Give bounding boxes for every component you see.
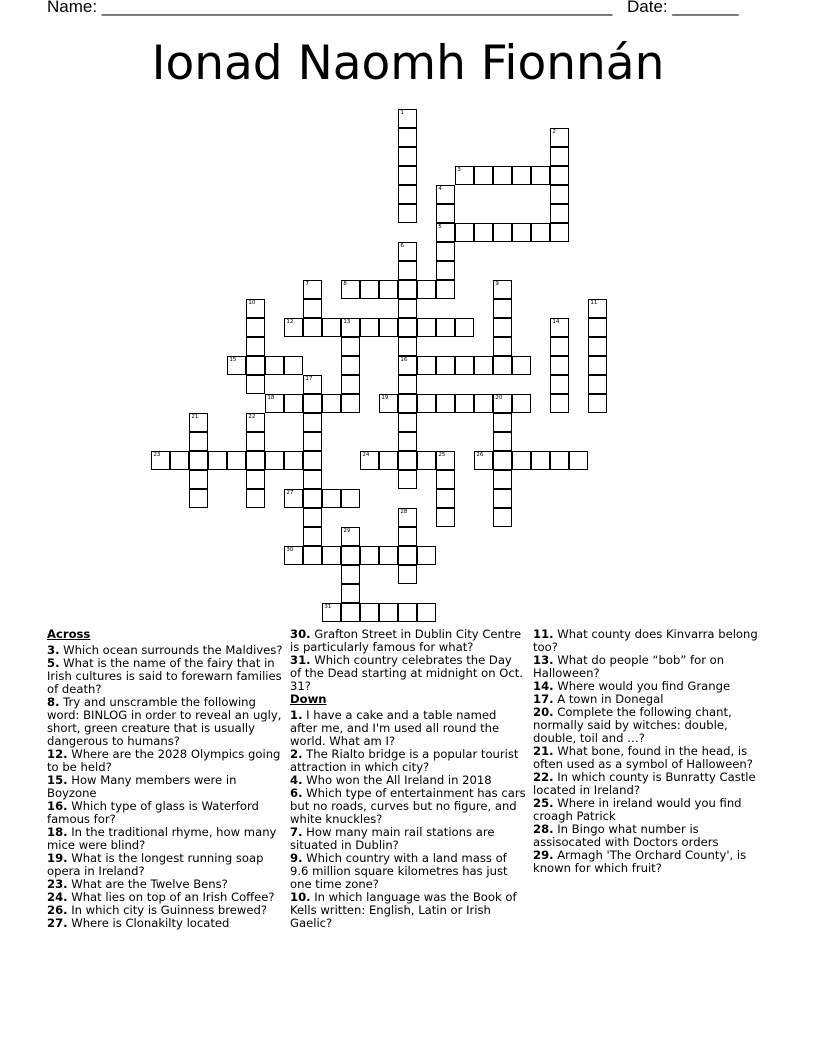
- grid-cell[interactable]: [360, 546, 379, 565]
- grid-cell[interactable]: [398, 413, 417, 432]
- grid-cell[interactable]: [189, 413, 208, 432]
- grid-cell[interactable]: [398, 527, 417, 546]
- cell-number: 15: [229, 357, 237, 364]
- grid-cell[interactable]: [455, 394, 474, 413]
- grid-cell[interactable]: [474, 223, 493, 242]
- clue-across-18: [47, 826, 283, 852]
- grid-cell[interactable]: [341, 394, 360, 413]
- grid-cell[interactable]: [436, 280, 455, 299]
- grid-cell[interactable]: [436, 204, 455, 223]
- clue-across-30: [290, 628, 526, 654]
- cell-number: 25: [438, 452, 446, 459]
- clue-number: 8.: [47, 695, 60, 709]
- grid-cell[interactable]: [550, 185, 569, 204]
- grid-cell[interactable]: [341, 527, 360, 546]
- clue-number: 25.: [533, 796, 554, 810]
- grid-cell[interactable]: [436, 318, 455, 337]
- grid-cell[interactable]: [588, 318, 607, 337]
- clue-down-22: [533, 771, 769, 797]
- grid-cell[interactable]: [341, 375, 360, 394]
- grid-cell[interactable]: [398, 185, 417, 204]
- grid-cell[interactable]: [436, 489, 455, 508]
- cell-number: 28: [400, 509, 408, 516]
- grid-cell[interactable]: [322, 318, 341, 337]
- grid-cell[interactable]: [284, 489, 303, 508]
- clue-text: How many main rail stations are situated in Dublin?: [290, 825, 495, 852]
- grid-cell[interactable]: [436, 242, 455, 261]
- clue-across-8: [47, 696, 283, 748]
- grid-cell[interactable]: [398, 261, 417, 280]
- grid-cell[interactable]: [265, 356, 284, 375]
- clue-down-28: [533, 823, 769, 849]
- grid-cell[interactable]: [227, 356, 246, 375]
- grid-cell[interactable]: [341, 565, 360, 584]
- clue-text: In the traditional rhyme, how many mice were blind?: [47, 825, 277, 852]
- clue-number: 22.: [533, 770, 554, 784]
- cell-number: 21: [191, 414, 199, 421]
- grid-cell[interactable]: [455, 356, 474, 375]
- cell-number: 7: [305, 281, 309, 288]
- grid-cell[interactable]: [398, 432, 417, 451]
- clue-number: 19.: [47, 851, 68, 865]
- clue-text: What lies on top of an Irish Coffee?: [71, 890, 275, 904]
- grid-cell[interactable]: [398, 242, 417, 261]
- grid-cell[interactable]: [379, 280, 398, 299]
- page-title: Ionad Naomh Fionnán: [151, 36, 665, 91]
- grid-cell[interactable]: [341, 280, 360, 299]
- cell-number: 2: [552, 129, 556, 136]
- cell-number: 31: [324, 604, 332, 611]
- clue-number: 7.: [290, 825, 303, 839]
- grid-cell[interactable]: [360, 280, 379, 299]
- clue-down-20: [533, 706, 769, 745]
- cell-number: 26: [476, 452, 484, 459]
- clue-down-13: [533, 654, 769, 680]
- grid-cell[interactable]: [246, 451, 265, 470]
- cell-number: 18: [267, 395, 275, 402]
- grid-cell[interactable]: [341, 337, 360, 356]
- grid-cell[interactable]: [550, 337, 569, 356]
- clue-text: In which language was the Book of Kells written: English, Latin or Irish Gaelic?: [290, 890, 517, 930]
- grid-cell[interactable]: [284, 451, 303, 470]
- clue-across-15: [47, 774, 283, 800]
- grid-cell[interactable]: [246, 432, 265, 451]
- grid-cell[interactable]: [208, 451, 227, 470]
- grid-cell[interactable]: [455, 223, 474, 242]
- clue-text: Where in ireland would you find croagh Patrick: [533, 796, 742, 823]
- clue-number: 6.: [290, 786, 303, 800]
- clue-number: 18.: [47, 825, 68, 839]
- clue-across-31: [290, 654, 526, 693]
- date-field[interactable]: Date: _______: [627, 0, 739, 16]
- grid-cell[interactable]: [417, 603, 436, 622]
- grid-cell[interactable]: [588, 356, 607, 375]
- clue-down-9: [290, 852, 526, 891]
- grid-cell[interactable]: [246, 299, 265, 318]
- clues-column-2: [290, 628, 526, 930]
- clue-text: In Bingo what number is assisocated with Doctors orders: [533, 822, 719, 849]
- grid-cell[interactable]: [303, 413, 322, 432]
- cell-number: 10: [248, 300, 256, 307]
- clue-number: 1.: [290, 708, 303, 722]
- cell-number: 12: [286, 319, 294, 326]
- grid-cell[interactable]: [398, 375, 417, 394]
- clue-number: 14.: [533, 679, 554, 693]
- grid-cell[interactable]: [493, 299, 512, 318]
- grid-cell[interactable]: [398, 565, 417, 584]
- clue-number: 29.: [533, 848, 554, 862]
- cell-number: 19: [381, 395, 389, 402]
- grid-cell[interactable]: [531, 223, 550, 242]
- grid-cell[interactable]: [322, 394, 341, 413]
- grid-cell[interactable]: [246, 318, 265, 337]
- clue-number: 10.: [290, 890, 311, 904]
- clue-across-5: [47, 657, 283, 696]
- cell-number: 5: [438, 224, 442, 231]
- grid-cell[interactable]: [588, 299, 607, 318]
- grid-cell[interactable]: [398, 356, 417, 375]
- name-field[interactable]: Name: ______________________________________________________: [47, 0, 613, 16]
- clue-text: Where is Clonakilty located: [71, 916, 230, 930]
- grid-cell[interactable]: [379, 603, 398, 622]
- grid-cell[interactable]: [493, 508, 512, 527]
- clue-text: What is the name of the fairy that in Irish cultures is said to forewarn families of death?: [47, 656, 282, 696]
- cell-number: 27: [286, 490, 294, 497]
- clue-down-25: [533, 797, 769, 823]
- grid-cell[interactable]: [417, 451, 436, 470]
- grid-cell[interactable]: [303, 508, 322, 527]
- clue-across-12: [47, 748, 283, 774]
- grid-cell[interactable]: [436, 451, 455, 470]
- cell-number: 23: [153, 452, 161, 459]
- grid-cell[interactable]: [417, 280, 436, 299]
- clue-number: 20.: [533, 705, 554, 719]
- grid-cell[interactable]: [493, 470, 512, 489]
- grid-cell[interactable]: [493, 166, 512, 185]
- cell-number: 1: [400, 110, 404, 117]
- cell-number: 14: [552, 319, 560, 326]
- grid-cell[interactable]: [398, 603, 417, 622]
- clue-number: 28.: [533, 822, 554, 836]
- grid-cell[interactable]: [189, 451, 208, 470]
- clue-text: Which country celebrates the Day of the Dead starting at midnight on Oct. 31?: [290, 653, 523, 693]
- clue-text: What do people “bob” for on Halloween?: [533, 653, 725, 680]
- grid-cell[interactable]: [493, 337, 512, 356]
- grid-cell[interactable]: [474, 166, 493, 185]
- grid-cell[interactable]: [189, 432, 208, 451]
- grid-cell[interactable]: [493, 223, 512, 242]
- clue-number: 21.: [533, 744, 554, 758]
- grid-cell[interactable]: [379, 394, 398, 413]
- grid-cell[interactable]: [265, 394, 284, 413]
- grid-cell[interactable]: [474, 451, 493, 470]
- grid-cell[interactable]: [341, 603, 360, 622]
- grid-cell[interactable]: [246, 375, 265, 394]
- clue-number: 27.: [47, 916, 68, 930]
- clue-text: A town in Donegal: [557, 692, 664, 706]
- clue-text: What are the Twelve Bens?: [71, 877, 228, 891]
- grid-cell[interactable]: [512, 394, 531, 413]
- grid-cell[interactable]: [341, 546, 360, 565]
- grid-cell[interactable]: [436, 508, 455, 527]
- grid-cell[interactable]: [341, 356, 360, 375]
- cell-number: 24: [362, 452, 370, 459]
- clue-number: 24.: [47, 890, 68, 904]
- grid-cell[interactable]: [436, 261, 455, 280]
- grid-cell[interactable]: [493, 356, 512, 375]
- grid-cell[interactable]: [550, 204, 569, 223]
- cell-number: 30: [286, 547, 294, 554]
- grid-cell[interactable]: [493, 318, 512, 337]
- grid-cell[interactable]: [303, 489, 322, 508]
- grid-cell[interactable]: [265, 451, 284, 470]
- clue-down-29: [533, 849, 769, 875]
- grid-cell[interactable]: [303, 451, 322, 470]
- cell-number: 3: [457, 167, 461, 174]
- grid-cell[interactable]: [246, 470, 265, 489]
- grid-cell[interactable]: [303, 280, 322, 299]
- clue-text: Which ocean surrounds the Maldives?: [63, 643, 283, 657]
- clue-number: 5.: [47, 656, 60, 670]
- grid-cell[interactable]: [246, 413, 265, 432]
- cell-number: 8: [343, 281, 347, 288]
- grid-cell[interactable]: [474, 394, 493, 413]
- clue-number: 23.: [47, 877, 68, 891]
- grid-cell[interactable]: [189, 470, 208, 489]
- clue-text: What bone, found in the head, is often used as a symbol of Halloween?: [533, 744, 753, 771]
- clue-down-7: [290, 826, 526, 852]
- cell-number: 20: [495, 395, 503, 402]
- clue-text: Armagh 'The Orchard County', is known for which fruit?: [533, 848, 747, 875]
- clue-number: 30.: [290, 627, 311, 641]
- clue-text: Who won the All Ireland in 2018: [306, 773, 492, 787]
- cell-number: 29: [343, 528, 351, 535]
- grid-cell[interactable]: [398, 128, 417, 147]
- grid-cell[interactable]: [436, 470, 455, 489]
- grid-cell[interactable]: [398, 299, 417, 318]
- cell-number: 11: [590, 300, 598, 307]
- grid-cell[interactable]: [493, 489, 512, 508]
- grid-cell[interactable]: [398, 546, 417, 565]
- grid-cell[interactable]: [493, 451, 512, 470]
- grid-cell[interactable]: [531, 166, 550, 185]
- clue-text: What is the longest running soap opera in Ireland?: [47, 851, 264, 878]
- grid-cell[interactable]: [455, 318, 474, 337]
- grid-cell[interactable]: [512, 356, 531, 375]
- grid-cell[interactable]: [303, 527, 322, 546]
- grid-cell[interactable]: [512, 223, 531, 242]
- clue-text: Which type of glass is Waterford famous for?: [47, 799, 259, 826]
- grid-cell[interactable]: [341, 584, 360, 603]
- cell-number: 17: [305, 376, 313, 383]
- cell-number: 22: [248, 414, 256, 421]
- down-heading: Down: [290, 692, 327, 706]
- grid-cell[interactable]: [398, 318, 417, 337]
- clue-text: In which city is Guinness brewed?: [71, 903, 268, 917]
- grid-cell[interactable]: [417, 318, 436, 337]
- grid-cell[interactable]: [417, 546, 436, 565]
- clue-text: I have a cake and a table named after me, and I'm used all round the world. What am I?: [290, 708, 500, 748]
- clue-number: 31.: [290, 653, 311, 667]
- clue-text: Which country with a land mass of 9.6 million square kilometres has just one time zone?: [290, 851, 508, 891]
- grid-cell[interactable]: [227, 451, 246, 470]
- grid-cell[interactable]: [493, 394, 512, 413]
- clue-text: What county does Kinvarra belong too?: [533, 627, 758, 654]
- grid-cell[interactable]: [417, 356, 436, 375]
- grid-cell[interactable]: [550, 128, 569, 147]
- grid-cell[interactable]: [284, 318, 303, 337]
- clue-text: Which type of entertainment has cars but no roads, curves but no figure, and white knuckles?: [290, 786, 526, 826]
- grid-cell[interactable]: [398, 394, 417, 413]
- grid-cell[interactable]: [360, 318, 379, 337]
- grid-cell[interactable]: [379, 451, 398, 470]
- grid-cell[interactable]: [550, 356, 569, 375]
- clue-number: 13.: [533, 653, 554, 667]
- grid-cell[interactable]: [455, 166, 474, 185]
- grid-cell[interactable]: [550, 394, 569, 413]
- grid-cell[interactable]: [398, 280, 417, 299]
- grid-cell[interactable]: [189, 489, 208, 508]
- grid-cell[interactable]: [569, 451, 588, 470]
- grid-cell[interactable]: [398, 166, 417, 185]
- grid-cell[interactable]: [341, 318, 360, 337]
- grid-cell[interactable]: [341, 489, 360, 508]
- grid-cell[interactable]: [531, 451, 550, 470]
- grid-cell[interactable]: [284, 356, 303, 375]
- clue-text: Try and unscramble the following word: BINLOG in order to reveal an ugly, short, green creature that is usually dangerous to humans?: [47, 695, 282, 748]
- clue-down-10: [290, 891, 526, 930]
- grid-cell[interactable]: [512, 451, 531, 470]
- grid-cell[interactable]: [246, 337, 265, 356]
- grid-cell[interactable]: [151, 451, 170, 470]
- grid-cell[interactable]: [360, 451, 379, 470]
- clue-down-11: [533, 628, 769, 654]
- grid-cell[interactable]: [493, 432, 512, 451]
- grid-cell[interactable]: [550, 318, 569, 337]
- grid-cell[interactable]: [170, 451, 189, 470]
- clues-column-3: [533, 628, 769, 875]
- grid-cell[interactable]: [322, 603, 341, 622]
- clue-text: Where would you find Grange: [557, 679, 731, 693]
- grid-cell[interactable]: [550, 223, 569, 242]
- grid-cell[interactable]: [303, 299, 322, 318]
- grid-cell[interactable]: [588, 337, 607, 356]
- grid-cell[interactable]: [322, 546, 341, 565]
- clue-number: 15.: [47, 773, 68, 787]
- clue-number: 3.: [47, 643, 60, 657]
- grid-cell[interactable]: [398, 451, 417, 470]
- clue-number: 2.: [290, 747, 303, 761]
- grid-cell[interactable]: [398, 147, 417, 166]
- clue-number: 12.: [47, 747, 68, 761]
- grid-cell[interactable]: [493, 280, 512, 299]
- grid-cell[interactable]: [398, 470, 417, 489]
- clue-across-19: [47, 852, 283, 878]
- grid-cell[interactable]: [379, 318, 398, 337]
- clue-across-27: [47, 917, 283, 930]
- clue-number: 26.: [47, 903, 68, 917]
- grid-cell[interactable]: [493, 413, 512, 432]
- grid-cell[interactable]: [284, 394, 303, 413]
- cell-number: 16: [400, 357, 408, 364]
- grid-cell[interactable]: [284, 546, 303, 565]
- grid-cell[interactable]: [436, 185, 455, 204]
- grid-cell[interactable]: [550, 147, 569, 166]
- clue-number: 9.: [290, 851, 303, 865]
- grid-cell[interactable]: [246, 489, 265, 508]
- grid-cell[interactable]: [398, 204, 417, 223]
- cell-number: 6: [400, 243, 404, 250]
- grid-cell[interactable]: [474, 356, 493, 375]
- grid-cell[interactable]: [550, 166, 569, 185]
- cell-number: 13: [343, 319, 351, 326]
- clue-down-1: [290, 709, 526, 748]
- clue-down-21: [533, 745, 769, 771]
- grid-cell[interactable]: [360, 603, 379, 622]
- grid-cell[interactable]: [436, 394, 455, 413]
- grid-cell[interactable]: [303, 470, 322, 489]
- grid-cell[interactable]: [398, 508, 417, 527]
- grid-cell[interactable]: [436, 223, 455, 242]
- grid-cell[interactable]: [512, 166, 531, 185]
- across-heading: Across: [47, 627, 91, 641]
- grid-cell[interactable]: [303, 375, 322, 394]
- grid-cell[interactable]: [550, 451, 569, 470]
- clue-down-6: [290, 787, 526, 826]
- grid-cell[interactable]: [303, 394, 322, 413]
- clue-number: 4.: [290, 773, 303, 787]
- grid-cell[interactable]: [398, 109, 417, 128]
- grid-cell[interactable]: [246, 356, 265, 375]
- grid-cell[interactable]: [303, 546, 322, 565]
- clue-text: Grafton Street in Dublin City Centre is particularly famous for what?: [290, 627, 522, 654]
- grid-cell[interactable]: [436, 356, 455, 375]
- grid-cell[interactable]: [588, 394, 607, 413]
- grid-cell[interactable]: [398, 337, 417, 356]
- clue-text: Where are the 2028 Olympics going to be held?: [47, 747, 281, 774]
- cell-number: 9: [495, 281, 499, 288]
- clue-text: How Many members were in Boyzone: [47, 773, 237, 800]
- cell-number: 4: [438, 186, 442, 193]
- clue-number: 16.: [47, 799, 68, 813]
- grid-cell[interactable]: [379, 546, 398, 565]
- clue-text: In which county is Bunratty Castle located in Ireland?: [533, 770, 756, 797]
- grid-cell[interactable]: [417, 394, 436, 413]
- grid-cell[interactable]: [303, 318, 322, 337]
- clue-number: 17.: [533, 692, 554, 706]
- clue-down-2: [290, 748, 526, 774]
- grid-cell[interactable]: [322, 489, 341, 508]
- grid-cell[interactable]: [303, 432, 322, 451]
- grid-cell[interactable]: [588, 375, 607, 394]
- clue-across-16: [47, 800, 283, 826]
- clue-text: Complete the following chant, normally said by witches: double, double, toil and …?: [533, 705, 732, 745]
- clue-number: 11.: [533, 627, 554, 641]
- grid-cell[interactable]: [550, 375, 569, 394]
- clues-column-1: [47, 628, 283, 930]
- clue-text: The Rialto bridge is a popular tourist attraction in which city?: [290, 747, 519, 774]
